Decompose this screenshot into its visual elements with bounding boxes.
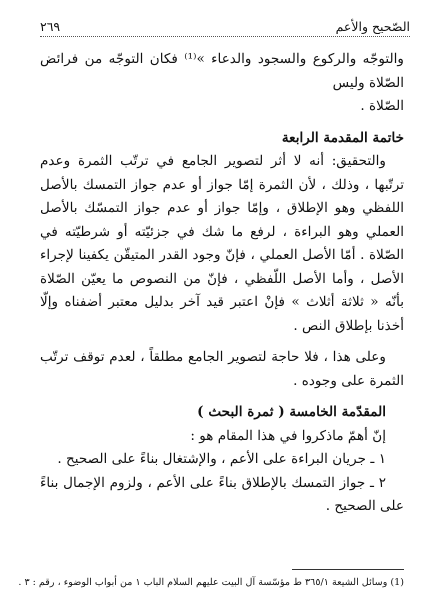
page-number: ٢٦٩ bbox=[40, 19, 61, 34]
intro-line-2: الصّلاة . bbox=[360, 98, 404, 114]
intro-fifth: إنّ أهمّ ماذكروا في هذا المقام هو : bbox=[190, 427, 386, 444]
paragraph-verification: والتحقيق: أنه لا أثر لتصوير الجامع في ترتّب الثمرة وعدم ترتّبها ، وذلك ، لأن الثمرة إمّا جواز أو عدم جواز التمسك بالأصل اللفظي وهو الإطلاق ، وإمّا جواز أو عدم جواز التمسّك بالأصل العملي وهو البراءة ، لرفع ما شك في جزئيّته أو شرطيّته في الصّلاة . أمّا الأصل العملي ، فإنّ وجود القدر المتيقّن يكفينا لإجراء الأصل ، وأما الأصل اللّفظي ، فإنّ من النصوص ما يعيّن الصّلاة بأنّه « ثلاثة أثلاث » فإنْ اعتبر قيد آخر بدليل معتبر أضفناه وإلّا أخذنا بإطلاق النص . bbox=[40, 153, 404, 334]
running-title: الصّحيح والأعم bbox=[335, 19, 410, 34]
heading-fourth-premise: خاتمة المقدمة الرابعة bbox=[281, 129, 404, 146]
main-text bbox=[40, 48, 404, 519]
heading-fifth-premise: المقدّمة الخامسة ( ثمرة البحث ) bbox=[197, 404, 386, 420]
list-item-1: ١ ـ جريان البراءة على الأعم ، والإشتغال بناءً على الصحيح . bbox=[57, 451, 386, 467]
intro-line-1: والتوجّه والركوع والسجود والدعاء »⁽¹⁾ فكان التوجّه من فرائض الصّلاة وليس bbox=[40, 51, 404, 91]
list-item-2: ٢ ـ جواز التمسك بالإطلاق بناءً على الأعم ، ولزوم الإجمال بناءً على الصحيح . bbox=[40, 474, 404, 514]
footnote: (1) وسائل الشيعة ٣٦٥/١ ط مؤسّسة آل البيت عليهم السلام الباب ١ من أبواب الوضوء ، رقم : ٣ . bbox=[18, 577, 404, 588]
footnote-divider bbox=[292, 569, 404, 570]
running-header bbox=[40, 12, 410, 37]
paragraph-conclusion: وعلى هذا ، فلا حاجة لتصوير الجامع مطلقاً ، لعدم توقف ترتّب الثمرة على وجوده . bbox=[40, 349, 404, 389]
